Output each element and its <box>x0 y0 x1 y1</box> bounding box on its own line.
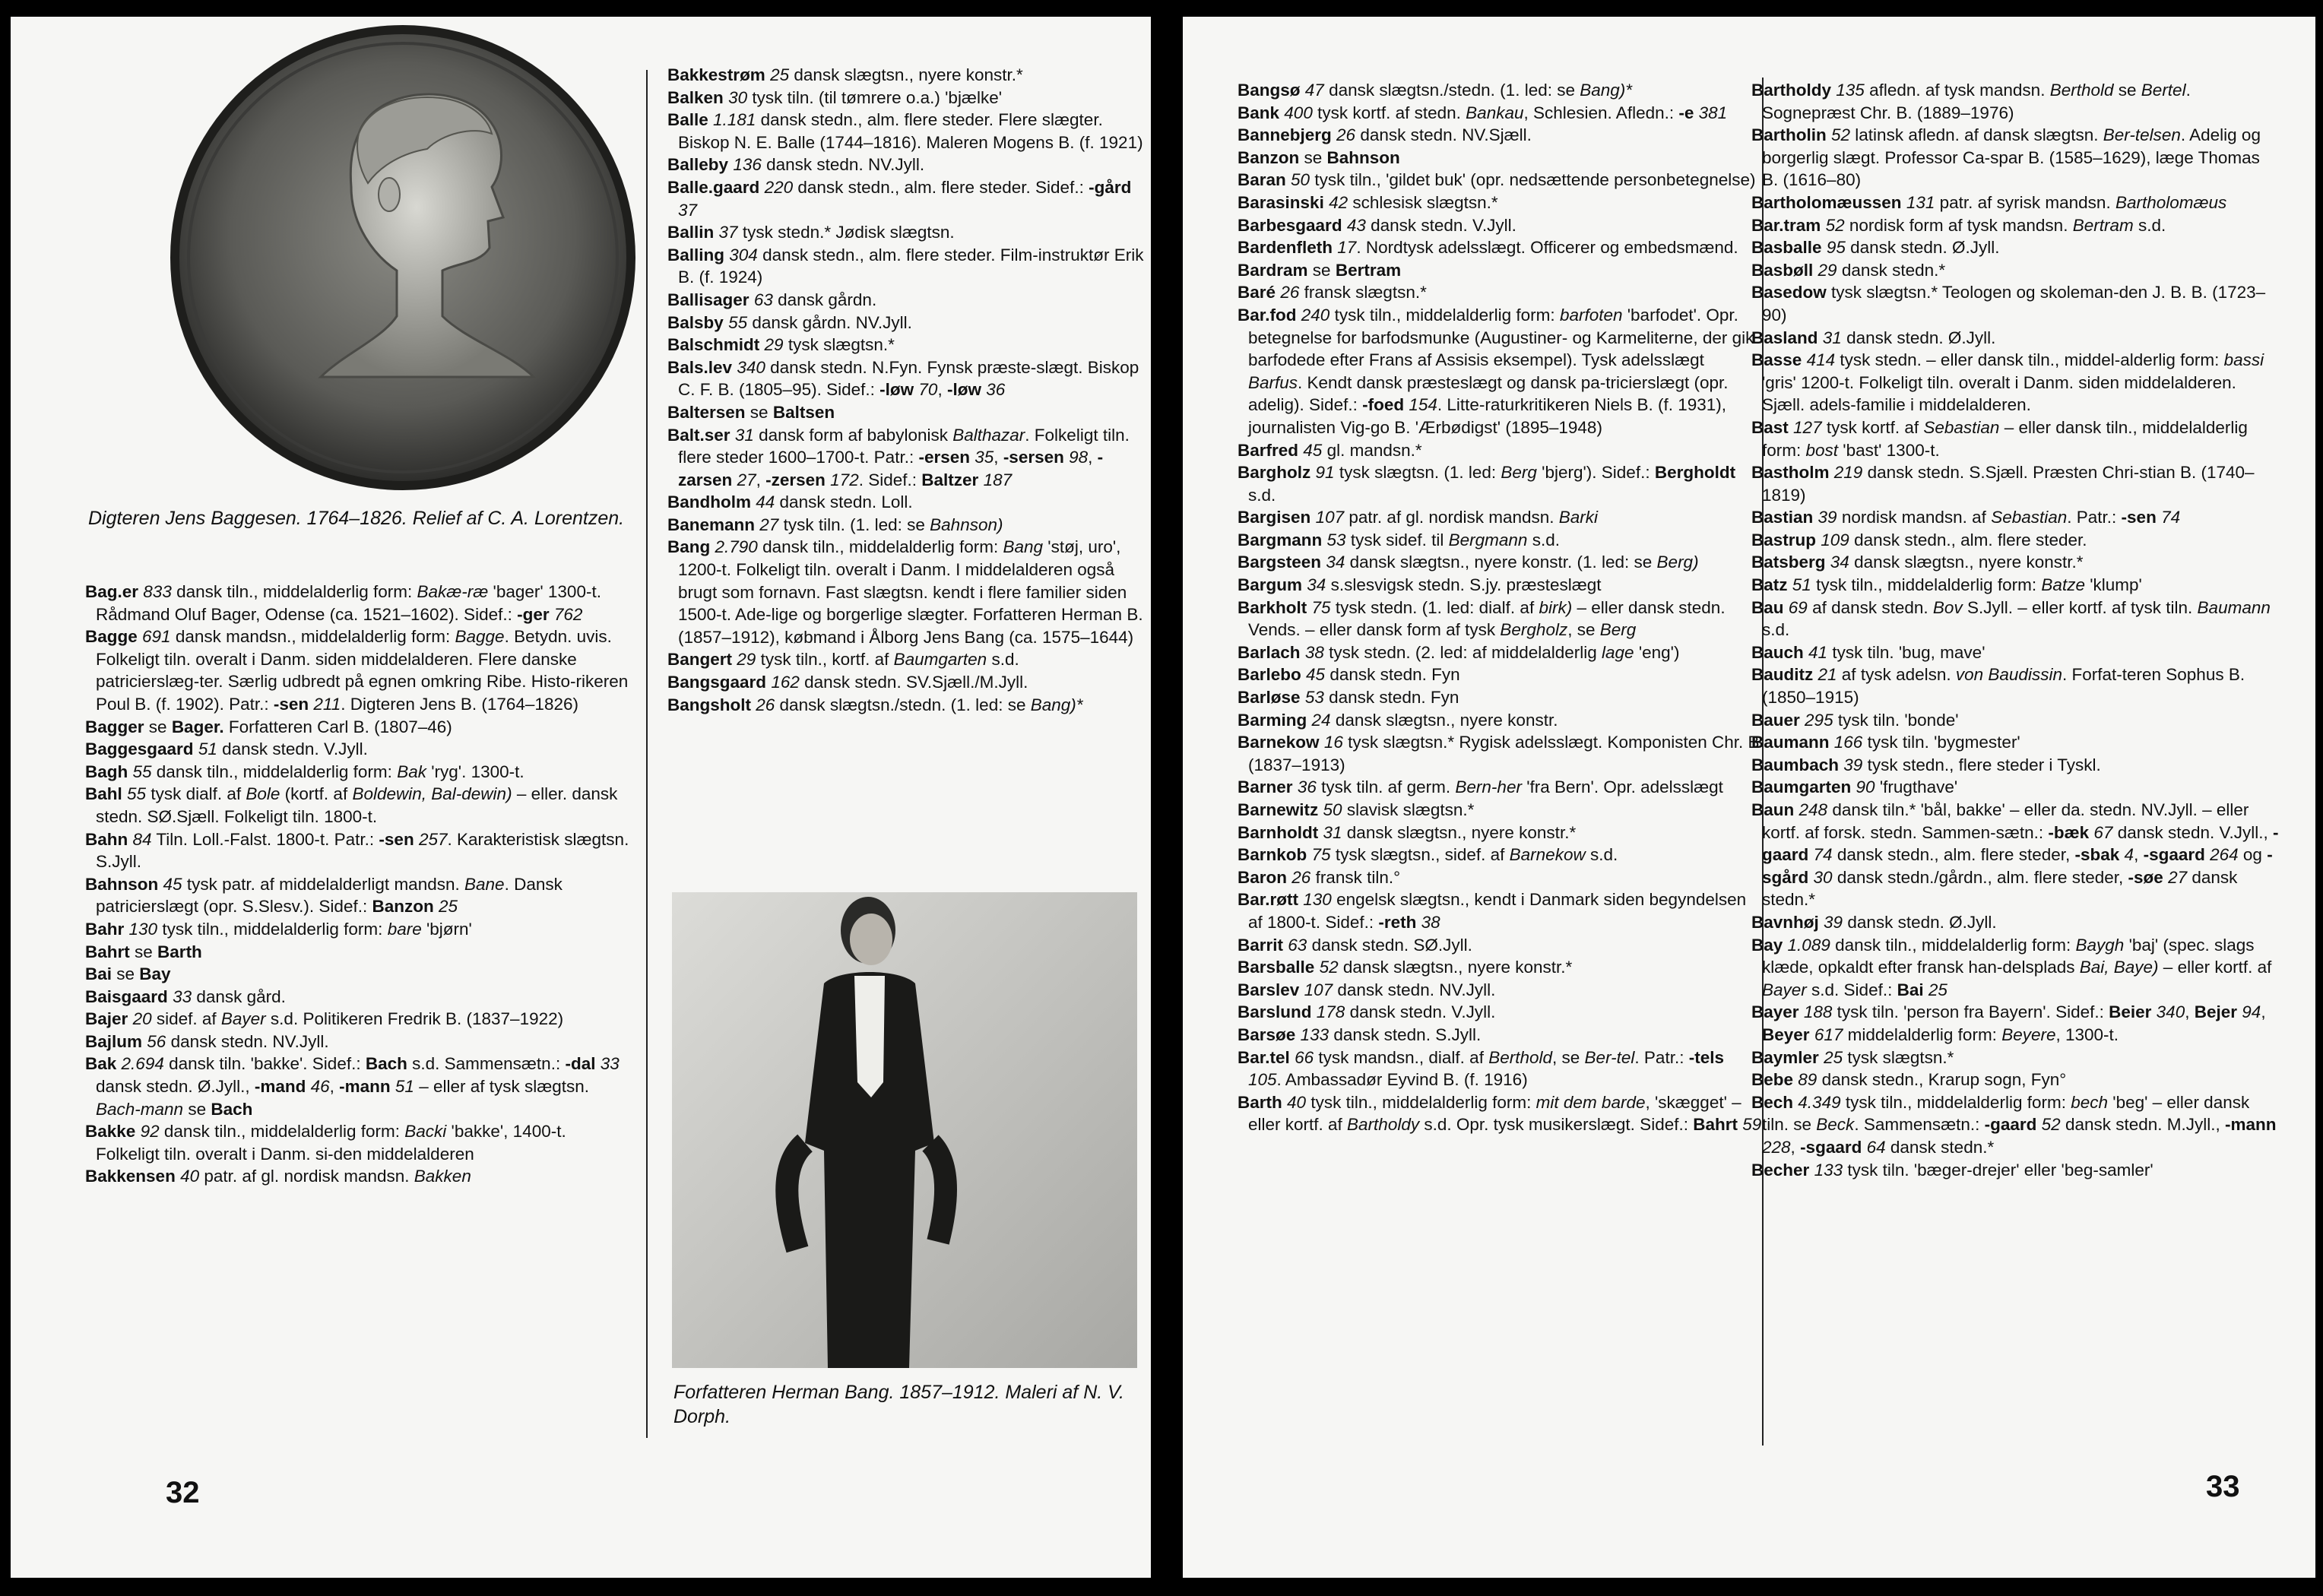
dictionary-entry: Barbesgaard 43 dansk stedn. V.Jyll. <box>1238 215 1516 235</box>
dictionary-entry: Bayer 188 tysk tiln. 'person fra Bayern'. Sidef.: Beier 340, Bejer 94, Beyer 617 middelalderlig form: Beyere, 1300-t. <box>1751 1002 2266 1044</box>
dictionary-entry: Bauch 41 tysk tiln. 'bug, mave' <box>1751 642 1985 662</box>
dictionary-entry: Batz 51 tysk tiln., middelalderlig form: Batze 'klump' <box>1751 575 2142 595</box>
dictionary-entry: Basballe 95 dansk stedn. Ø.Jyll. <box>1751 238 2000 258</box>
dictionary-entry: Barsøe 133 dansk stedn. S.Jyll. <box>1238 1024 1482 1044</box>
portrait-photo <box>672 892 1137 1368</box>
dictionary-entry: Bai se Bay <box>85 964 171 984</box>
dictionary-entry: Bastholm 219 dansk stedn. S.Sjæll. Præsten Chri-stian B. (1740–1819) <box>1751 463 2255 505</box>
dictionary-entry: Bardenfleth 17. Nordtysk adelsslægt. Officerer og embedsmænd. <box>1238 238 1738 258</box>
dictionary-entry: Bahr 130 tysk tiln., middelalderlig form: bare 'bjørn' <box>85 919 472 939</box>
dictionary-entry: Bast 127 tysk kortf. af Sebastian – eller dansk tiln., middelalderlig form: bost 'bast' 1300-t. <box>1751 417 2248 460</box>
dictionary-entry: Bauer 295 tysk tiln. 'bonde' <box>1751 710 1959 730</box>
dictionary-entry: Balsby 55 dansk gårdn. NV.Jyll. <box>667 312 912 332</box>
dictionary-entry: Baymler 25 tysk slægtsn.* <box>1751 1047 1954 1067</box>
dictionary-entry: Banemann 27 tysk tiln. (1. led: se Bahnson) <box>667 515 1003 534</box>
dictionary-entry: Barlebo 45 dansk stedn. Fyn <box>1238 665 1460 685</box>
dictionary-entry: Bauditz 21 af tysk adelsn. von Baudissin. Forfat-teren Sophus B. (1850–1915) <box>1751 665 2245 708</box>
dictionary-entry: Bahl 55 tysk dialf. af Bole (kortf. af Boldewin, Bal-dewin) – eller. dansk stedn. SØ.Sjæll. Folkeligt tiln. 1800-t. <box>85 784 618 826</box>
right-column-1 <box>1238 79 1762 1462</box>
dictionary-entry: Barlach 38 tysk stedn. (2. led: af middelalderlig lage 'eng') <box>1238 642 1680 662</box>
dictionary-entry: Baré 26 fransk slægtsn.* <box>1238 283 1427 302</box>
dictionary-entry: Bagh 55 dansk tiln., middelalderlig form: Bak 'ryg'. 1300-t. <box>85 762 524 781</box>
dictionary-entry: Ballin 37 tysk stedn.* Jødisk slægtsn. <box>667 223 955 242</box>
dictionary-entry: Ballisager 63 dansk gårdn. <box>667 290 877 309</box>
dictionary-entry: Baggesgaard 51 dansk stedn. V.Jyll. <box>85 739 368 759</box>
dictionary-entry: Bargmann 53 tysk sidef. til Bergmann s.d. <box>1238 530 1560 549</box>
dictionary-entry: Basbøll 29 dansk stedn.* <box>1751 260 1946 280</box>
dictionary-entry: Barnekow 16 tysk slægtsn.* Rygisk adelsslægt. Komponisten Chr. B (1837–1913) <box>1238 733 1760 774</box>
dictionary-entry: Bay 1.089 dansk tiln., middelalderlig form: Baygh 'baj' (spec. slags klæde, opkaldt efter fransk han-delsplads Bai, Baye) – eller kortf. af Bayer s.d. Sidef.: Bai 25 <box>1751 935 2272 999</box>
dictionary-entry: Barming 24 dansk slægtsn., nyere konstr. <box>1238 710 1558 730</box>
relief-caption: Digteren Jens Baggesen. 1764–1826. Relief af C. A. Lorentzen. <box>88 508 625 529</box>
dictionary-entry: Baumann 166 tysk tiln. 'bygmester' <box>1751 733 2020 752</box>
dictionary-entry: Bargsteen 34 dansk slægtsn., nyere konstr. (1. led: se Berg) <box>1238 553 1699 572</box>
dictionary-entry: Baumgarten 90 'frugthave' <box>1751 777 1958 797</box>
dictionary-entry: Balling 304 dansk stedn., alm. flere steder. Film-instruktør Erik B. (f. 1924) <box>667 245 1144 287</box>
dictionary-entry: Baron 26 fransk tiln.° <box>1238 867 1401 887</box>
dictionary-entry: Bahnson 45 tysk patr. af middelalderligt mandsn. Bane. Dansk patricierslægt (opr. S.Slesv.). Sidef.: Banzon 25 <box>85 874 563 917</box>
dictionary-entry: Baisgaard 33 dansk gård. <box>85 986 286 1006</box>
left-column-1 <box>85 581 632 1432</box>
dictionary-entry: Bagger se Bager. Forfatteren Carl B. (1807–46) <box>85 717 452 736</box>
dictionary-entry: Baumbach 39 tysk stedn., flere steder i Tyskl. <box>1751 755 2101 774</box>
left-column-2 <box>667 64 1151 885</box>
dictionary-entry: Barslund 178 dansk stedn. V.Jyll. <box>1238 1002 1496 1022</box>
dictionary-entry: Balle.gaard 220 dansk stedn., alm. flere steder. Sidef.: -gård 37 <box>667 177 1132 220</box>
dictionary-entry: Basland 31 dansk stedn. Ø.Jyll. <box>1751 328 1996 347</box>
dictionary-entry: Bargholz 91 tysk slægtsn. (1. led: Berg 'bjerg'). Sidef.: Bergholdt s.d. <box>1238 463 1736 505</box>
dictionary-entry: Bar.tram 52 nordisk form af tysk mandsn. Bertram s.d. <box>1751 215 2166 235</box>
dictionary-entry: Barslev 107 dansk stedn. NV.Jyll. <box>1238 980 1496 999</box>
medallion-relief-image <box>169 20 637 496</box>
dictionary-entry: Barløse 53 dansk stedn. Fyn <box>1238 688 1459 708</box>
dictionary-entry: Bag.er 833 dansk tiln., middelalderlig form: Bakæ-ræ 'bager' 1300-t. Rådmand Oluf Bager, Odense (ca. 1521–1602). Sidef.: -ger 762 <box>85 582 601 624</box>
dictionary-entry: Balt.ser 31 dansk form af babylonisk Balthazar. Folkeligt tiln. flere steder 1600–1700-t. Patr.: -ersen 35, -sersen 98, -zarsen 27, -zersen 172. Sidef.: Baltzer 187 <box>667 425 1130 489</box>
page-number-left: 32 <box>166 1476 200 1509</box>
dictionary-entry: Bartholdy 135 afledn. af tysk mandsn. Berthold se Bertel. Sognepræst Chr. B. (1889–1976) <box>1751 81 2191 122</box>
dictionary-entry: Barrit 63 dansk stedn. SØ.Jyll. <box>1238 935 1472 955</box>
dictionary-entry: Bardram se Bertram <box>1238 260 1402 280</box>
dictionary-entry: Bebe 89 dansk stedn., Krarup sogn, Fyn° <box>1751 1070 2067 1090</box>
dictionary-entry: Barnholdt 31 dansk slægtsn., nyere konstr.* <box>1238 822 1577 842</box>
dictionary-entry: Bagge 691 dansk mandsn., middelalderlig form: Bagge. Betydn. uvis. Folkeligt tiln. overalt i Danm. siden middelalderen. Flere danske patricierslæg-ter. Særlig udbredt på egnen omkring Ribe. Histo-rikeren Poul B. (f. 1902). Patr.: -sen 211. Digteren Jens B. (1764–1826) <box>85 627 629 714</box>
dictionary-entry: Bangert 29 tysk tiln., kortf. af Baumgarten s.d. <box>667 650 1019 670</box>
dictionary-entry: Bargisen 107 patr. af gl. nordisk mandsn. Barki <box>1238 508 1599 527</box>
dictionary-entry: Basse 414 tysk stedn. – eller dansk tiln., middel-alderlig form: bassi 'gris' 1200-t. Folkeligt tiln. overalt i Danm. siden middelalderen. Sjæll. adels-familie i middelalderen. <box>1751 350 2264 415</box>
dictionary-entry: Bandholm 44 dansk stedn. Loll. <box>667 492 913 512</box>
dictionary-entry: Bar.røtt 130 engelsk slægtsn., kendt i Danmark siden begyndelsen af 1800-t. Sidef.: -reth 38 <box>1238 890 1747 932</box>
dictionary-entry: Barsballe 52 dansk slægtsn., nyere konstr.* <box>1238 958 1573 977</box>
right-page <box>1183 17 2315 1578</box>
dictionary-entry: Bau 69 af dansk stedn. Bov S.Jyll. – eller kortf. af tysk tiln. Baumann s.d. <box>1751 597 2271 640</box>
dictionary-entry: Bajer 20 sidef. af Bayer s.d. Politikeren Fredrik B. (1837–1922) <box>85 1009 564 1029</box>
dictionary-entry: Bakkensen 40 patr. af gl. nordisk mandsn. Bakken <box>85 1167 471 1186</box>
dictionary-entry: Bangsgaard 162 dansk stedn. SV.Sjæll./M.Jyll. <box>667 673 1028 692</box>
dictionary-entry: Barasinski 42 schlesisk slægtsn.* <box>1238 192 1498 212</box>
portrait-caption: Forfatteren Herman Bang. 1857–1912. Maleri af N. V. Dorph. <box>673 1382 1124 1427</box>
column-divider <box>646 70 648 1438</box>
dictionary-entry: Batsberg 34 dansk slægtsn., nyere konstr.* <box>1751 553 2084 572</box>
dictionary-entry: Bank 400 tysk kortf. af stedn. Bankau, Schlesien. Afledn.: -e 381 <box>1238 103 1728 122</box>
dictionary-entry: Bahrt se Barth <box>85 942 202 961</box>
dictionary-entry: Bang 2.790 dansk tiln., middelalderlig form: Bang 'støj, uro', 1200-t. Folkeligt tiln. overalt i Danm. I middelalderen også brugt som fornavn. Fast slægtsn. kendt i flere familier siden 1500-t. Ade-lige og borgerlige slægter. Forfatteren Herman B. (1857–1912), købmand i Ålborg Jens Bang (ca. 1575–1644) <box>667 537 1143 647</box>
dictionary-entry: Bavnhøj 39 dansk stedn. Ø.Jyll. <box>1751 912 1997 932</box>
dictionary-entry: Bastrup 109 dansk stedn., alm. flere steder. <box>1751 530 2087 549</box>
dictionary-entry: Bargum 34 s.slesvigsk stedn. S.jy. præsteslægt <box>1238 575 1602 595</box>
dictionary-entry: Barner 36 tysk tiln. af germ. Bern-her 'fra Bern'. Opr. adelsslægt <box>1238 777 1723 797</box>
dictionary-entry: Bals.lev 340 dansk stedn. N.Fyn. Fynsk præste-slægt. Biskop C. F. B. (1805–95). Sidef.: -løw 70, -løw 36 <box>667 357 1139 400</box>
dictionary-entry: Bakkestrøm 25 dansk slægtsn., nyere konstr.* <box>667 65 1023 84</box>
dictionary-entry: Bannebjerg 26 dansk stedn. NV.Sjæll. <box>1238 125 1532 145</box>
dictionary-entry: Baran 50 tysk tiln., 'gildet buk' (opr. nedsættende personbetegnelse) <box>1238 170 1756 190</box>
dictionary-entry: Bak 2.694 dansk tiln. 'bakke'. Sidef.: Bach s.d. Sammensætn.: -dal 33 dansk stedn. Ø.Jyll., -mand 46, -mann 51 – eller af tysk slægtsn. Bach-mann se Bach <box>85 1054 620 1119</box>
dictionary-entry: Bakke 92 dansk tiln., middelalderlig form: Backi 'bakke', 1400-t. Folkeligt tiln. overalt i Danm. si-den middelalderen <box>85 1122 566 1164</box>
dictionary-entry: Bar.fod 240 tysk tiln., middelalderlig form: barfoten 'barfodet'. Opr. betegnelse for barfodsmunke (Augustiner- og Karmeliterne, der gik barfodede efter Frans af Assisis eksempel). Tysk adelsslægt Barfus. Kendt dansk præsteslægt og dansk pa-tricierslægt (opr. adelig). Sidef.: -foed 154. Litte-raturkritikeren Niels B. (f. 1931), journalisten Vig-go B. 'Ærbødigst' (1895–1948) <box>1238 305 1754 437</box>
dictionary-entry: Barfred 45 gl. mandsn.* <box>1238 440 1422 460</box>
dictionary-entry: Balle 1.181 dansk stedn., alm. flere steder. Flere slægter. Biskop N. E. Balle (1744–1816). Maleren Mogens B. (f. 1921) <box>667 110 1143 152</box>
dictionary-entry: Bahn 84 Tiln. Loll.-Falst. 1800-t. Patr.: -sen 257. Karakteristisk slægtsn. S.Jyll. <box>85 829 629 872</box>
dictionary-entry: Barnewitz 50 slavisk slægtsn.* <box>1238 800 1475 819</box>
page-number-right: 33 <box>2206 1470 2240 1503</box>
dictionary-entry: Balken 30 tysk tiln. (til tømrere o.a.) 'bjælke' <box>667 87 1003 107</box>
dictionary-entry: Bastian 39 nordisk mandsn. af Sebastian. Patr.: -sen 74 <box>1751 508 2181 527</box>
dictionary-entry: Bech 4.349 tysk tiln., middelalderlig form: bech 'beg' – eller dansk tiln. se Beck. Sammensætn.: -gaard 52 dansk stedn. M.Jyll., -mann 228, -sgaard 64 dansk stedn.* <box>1751 1092 2277 1157</box>
dictionary-entry: Bangsø 47 dansk slægtsn./stedn. (1. led: se Bang)* <box>1238 81 1633 100</box>
dictionary-entry: Barth 40 tysk tiln., middelalderlig form: mit dem barde, 'skægget' – eller kortf. af Bartholdy s.d. Opr. tysk musikerslægt. Sidef.: Bahrt 59 <box>1238 1092 1762 1135</box>
right-column-2 <box>1751 79 2280 1462</box>
dictionary-entry: Bangsholt 26 dansk slægtsn./stedn. (1. led: se Bang)* <box>667 695 1083 714</box>
left-page <box>11 17 1151 1578</box>
dictionary-entry: Barnkob 75 tysk slægtsn., sidef. af Barnekow s.d. <box>1238 845 1618 865</box>
dictionary-entry: Basedow tysk slægtsn.* Teologen og skoleman-den J. B. B. (1723–90) <box>1751 283 2266 325</box>
dictionary-entry: Baltersen se Baltsen <box>667 402 835 422</box>
dictionary-entry: Becher 133 tysk tiln. 'bæger-drejer' eller 'beg-samler' <box>1751 1160 2153 1180</box>
dictionary-entry: Balschmidt 29 tysk slægtsn.* <box>667 335 895 355</box>
dictionary-entry: Barkholt 75 tysk stedn. (1. led: dialf. af birk) – eller dansk stedn. Vends. – eller dansk form af tysk Bergholz, se Berg <box>1238 597 1726 640</box>
dictionary-entry: Banzon se Bahnson <box>1238 147 1400 167</box>
dictionary-entry: Balleby 136 dansk stedn. NV.Jyll. <box>667 155 925 175</box>
dictionary-entry: Bajlum 56 dansk stedn. NV.Jyll. <box>85 1031 329 1051</box>
dictionary-entry: Baun 248 dansk tiln.* 'bål, bakke' – eller da. stedn. NV.Jyll. – eller kortf. af forsk. stedn. Sammen-sætn.: -bæk 67 dansk stedn. V.Jyll., -gaard 74 dansk stedn., alm. flere steder, -sbak 4, -sgaard 264 og -sgård 30 dansk stedn./gårdn., alm. flere steder, -søe 27 dansk stedn.* <box>1751 800 2279 910</box>
dictionary-entry: Bartholin 52 latinsk afledn. af dansk slægtsn. Ber-telsen. Adelig og borgerlig slægt. Professor Ca-spar B. (1585–1629), læge Thomas B. (1616–80) <box>1751 125 2261 190</box>
dictionary-entry: Bartholomæussen 131 patr. af syrisk mandsn. Bartholomæus <box>1751 192 2227 212</box>
dictionary-entry: Bar.tel 66 tysk mandsn., dialf. af Berthold, se Ber-tel. Patr.: -tels 105. Ambassadør Eyvind B. (f. 1916) <box>1238 1047 1724 1090</box>
